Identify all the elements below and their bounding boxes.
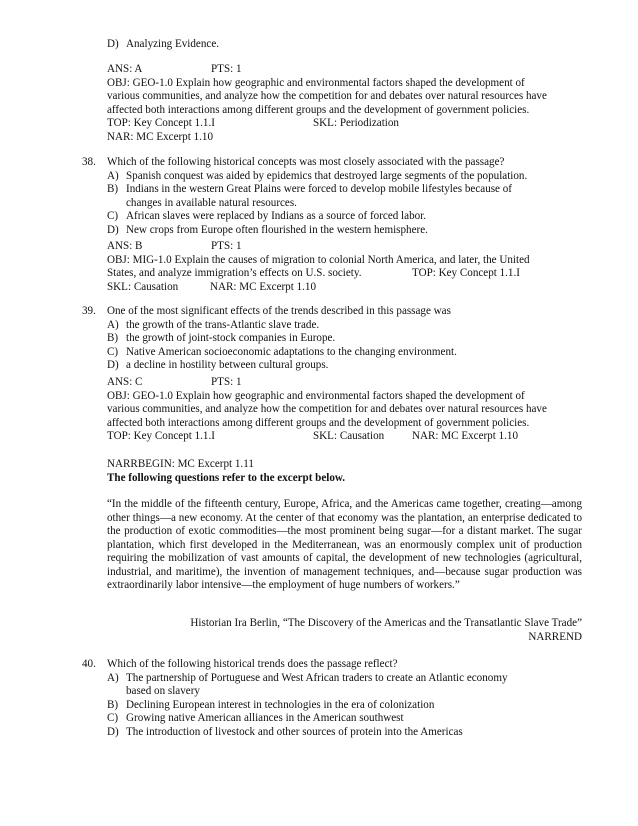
option-text: Spanish conquest was aided by epidemics that destroyed large segments of the population. xyxy=(126,169,528,182)
option-letter: B) xyxy=(107,183,119,195)
obj-line: OBJ: MIG-1.0 Explain the causes of migration to colonial North America, and later, the United xyxy=(107,253,530,266)
question-text: One of the most significant effects of the trends described in this passage was xyxy=(107,305,451,317)
obj-line: States, and analyze immigration’s effects on U.S. society. xyxy=(107,267,362,279)
obj-line: various communities, and analyze how the competition for and debates over natural resources have xyxy=(107,403,547,415)
question-text: Which of the following historical trends does the passage reflect? xyxy=(107,658,398,670)
question-number: 38. xyxy=(82,156,96,168)
question-number: 40. xyxy=(82,658,96,670)
option-text: African slaves were replaced by Indians as a source of forced labor. xyxy=(126,210,427,222)
obj-line: various communities, and analyze how the competition for and debates over natural resources have xyxy=(107,90,547,102)
top-label: TOP: Key Concept 1.1.I xyxy=(107,430,215,442)
narr-begin: NARRBEGIN: MC Excerpt 1.11 xyxy=(107,458,254,470)
question-40 xyxy=(0,658,638,739)
question-text: Which of the following historical concepts was most closely associated with the passage? xyxy=(107,156,505,168)
option-letter: D) xyxy=(107,223,119,236)
option-letter: C) xyxy=(107,712,119,724)
nar-label: NAR: MC Excerpt 1.10 xyxy=(412,430,518,442)
option-text: the growth of the trans-Atlantic slave trade. xyxy=(126,318,320,331)
option-letter: B) xyxy=(107,698,119,711)
top-label: TOP: Key Concept 1.1.I xyxy=(107,117,215,129)
pts-label: PTS: 1 xyxy=(211,376,242,388)
skl-label: SKL: Periodization xyxy=(313,117,399,129)
option-text: Native American socioeconomic adaptations to the changing environment. xyxy=(126,345,457,358)
option-letter: C) xyxy=(107,210,119,222)
excerpt-passage: “In the middle of the fifteenth century, Europe, Africa, and the Americas came together, creating—among other things—a new economy. At the center of that economy was the plantation, an enterprise dedicated to the production of exotic commodities—the most prominent being sugar—for a distant market. The sugar plantation, which first developed in the Mediterranean, was an enormously complex unit of production requiring the mobilization of vast amounts of capital, the development of new technologies (agricultural, industrial, and maritime), the invention of management techniques, and—because sugar production was extraordinarily labor intensive—the employment of huge numbers of workers.” xyxy=(107,498,582,591)
pts-label: PTS: 1 xyxy=(211,240,242,252)
obj-line: affected both interactions among different groups and the development of government policies. xyxy=(107,416,530,429)
obj-line: affected both interactions among different groups and the development of government policies. xyxy=(107,103,530,116)
option-text: Indians in the western Great Plains were forced to develop mobile lifestyles because of xyxy=(126,183,512,195)
obj-line: OBJ: GEO-1.0 Explain how geographic and environmental factors shaped the development of xyxy=(107,76,525,89)
option-text: The partnership of Portuguese and West African traders to create an Atlantic economy xyxy=(126,671,508,684)
ans-label: ANS: C xyxy=(107,376,143,388)
excerpt-attribution: Historian Ira Berlin, “The Discovery of the Americas and the Transatlantic Slave Trade” xyxy=(190,617,582,629)
skl-label: SKL: Causation xyxy=(107,280,179,293)
question-39 xyxy=(0,305,638,373)
option-text: Declining European interest in technologies in the era of colonization xyxy=(126,698,435,711)
prev-option-d xyxy=(0,38,638,52)
answer-meta-3 xyxy=(0,376,638,444)
nar-label: NAR: MC Excerpt 1.10 xyxy=(210,280,316,293)
option-text: the growth of joint-stock companies in Europe. xyxy=(126,332,336,344)
option-text-cont: changes in available natural resources. xyxy=(126,196,297,209)
option-text: New crops from Europe often flourished in the western hemisphere. xyxy=(126,223,428,236)
top-label: TOP: Key Concept 1.1.I xyxy=(412,267,520,279)
option-letter: A) xyxy=(107,318,119,331)
skl-label: SKL: Causation xyxy=(313,430,385,442)
ans-label: ANS: B xyxy=(107,240,143,252)
option-letter: C) xyxy=(107,345,119,358)
option-text: Growing native American alliances in the American southwest xyxy=(126,712,404,724)
option-letter: D) xyxy=(107,725,119,738)
option-letter: D) xyxy=(107,359,119,371)
option-letter: A) xyxy=(107,671,119,684)
option-text-cont: based on slavery xyxy=(126,685,200,697)
answer-meta-2 xyxy=(0,240,638,294)
narr-instruction: The following questions refer to the excerpt below. xyxy=(107,471,346,484)
option-letter: A) xyxy=(107,169,119,182)
ans-label: ANS: A xyxy=(107,63,143,75)
question-38 xyxy=(0,156,638,237)
narr-end: NARREND xyxy=(528,631,582,643)
option-text: The introduction of livestock and other sources of protein into the Americas xyxy=(126,725,463,738)
narrative-block xyxy=(0,458,638,485)
option-letter: D) xyxy=(107,38,119,50)
question-number: 39. xyxy=(82,305,96,317)
option-text: Analyzing Evidence. xyxy=(126,38,220,50)
option-letter: B) xyxy=(107,332,119,344)
nar-label: NAR: MC Excerpt 1.10 xyxy=(107,130,213,143)
answer-meta-1 xyxy=(0,63,638,144)
pts-label: PTS: 1 xyxy=(211,63,242,75)
option-text: a decline in hostility between cultural groups. xyxy=(126,359,329,371)
obj-line: OBJ: GEO-1.0 Explain how geographic and environmental factors shaped the development of xyxy=(107,389,525,402)
